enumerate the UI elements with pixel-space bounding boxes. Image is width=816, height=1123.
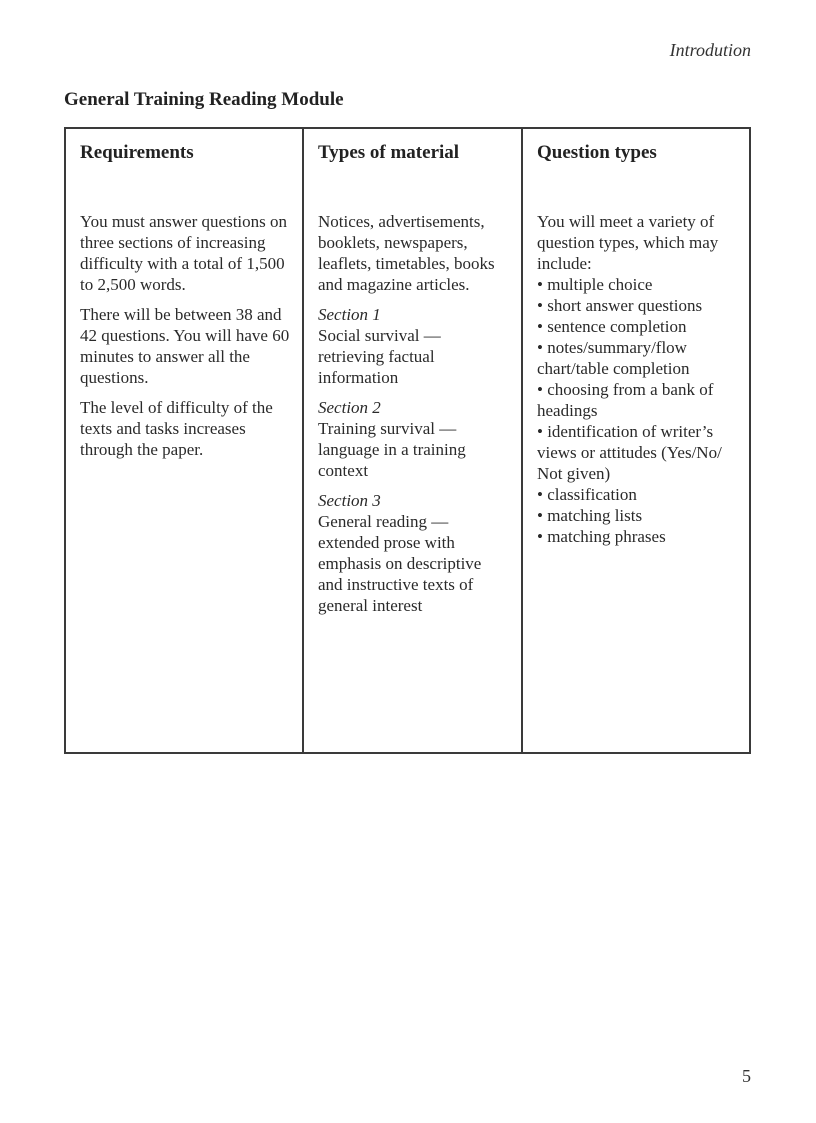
question-type-item: • matching lists (537, 506, 643, 525)
requirements-paragraph: You must answer questions on three sections of increasing difficulty with a total of 1,500 to 2,500 words. (80, 212, 288, 294)
material-section-3 (318, 490, 509, 616)
requirements-heading: Requirements (80, 142, 194, 163)
material-section-1 (318, 304, 509, 388)
question-types-column (521, 129, 749, 752)
running-header: Introdution (669, 40, 751, 60)
requirements-column (66, 129, 302, 752)
question-type-item: • choosing from a bank of headings (537, 380, 714, 420)
module-table (64, 127, 751, 754)
section-description: Social survival — retrieving factual information (318, 326, 441, 387)
question-types-heading: Question types (537, 142, 657, 163)
requirements-paragraph: The level of difficulty of the texts and tasks increases through the paper. (80, 398, 273, 459)
question-types-intro: You will meet a variety of question types, which may include: (537, 212, 719, 273)
material-intro: Notices, advertisements, booklets, newspapers, leaflets, timetables, books and magazine articles. (318, 212, 495, 294)
material-heading: Types of material (318, 142, 460, 163)
requirements-paragraph: There will be between 38 and 42 questions. You will have 60 minutes to answer all the questions. (80, 305, 290, 387)
material-column (302, 129, 521, 752)
question-type-item: • identification of writer’s views or attitudes (Yes/No/ Not given) (537, 422, 722, 483)
module-title: General Training Reading Module (64, 89, 344, 110)
question-type-item: • sentence completion (537, 317, 687, 336)
section-label: Section 3 (318, 491, 381, 510)
material-section-2 (318, 397, 509, 481)
page-number: 5 (742, 1066, 751, 1086)
section-label: Section 1 (318, 305, 381, 324)
section-description: Training survival — language in a training context (318, 419, 466, 480)
question-type-item: • multiple choice (537, 275, 653, 294)
section-description: General reading — extended prose with emphasis on descriptive and instructive texts of general interest (318, 512, 482, 615)
question-type-item: • short answer questions (537, 296, 703, 315)
question-type-item: • classification (537, 485, 637, 504)
question-type-item: • matching phrases (537, 527, 666, 546)
section-label: Section 2 (318, 398, 381, 417)
question-type-item: • notes/summary/flow chart/table completion (537, 338, 690, 378)
